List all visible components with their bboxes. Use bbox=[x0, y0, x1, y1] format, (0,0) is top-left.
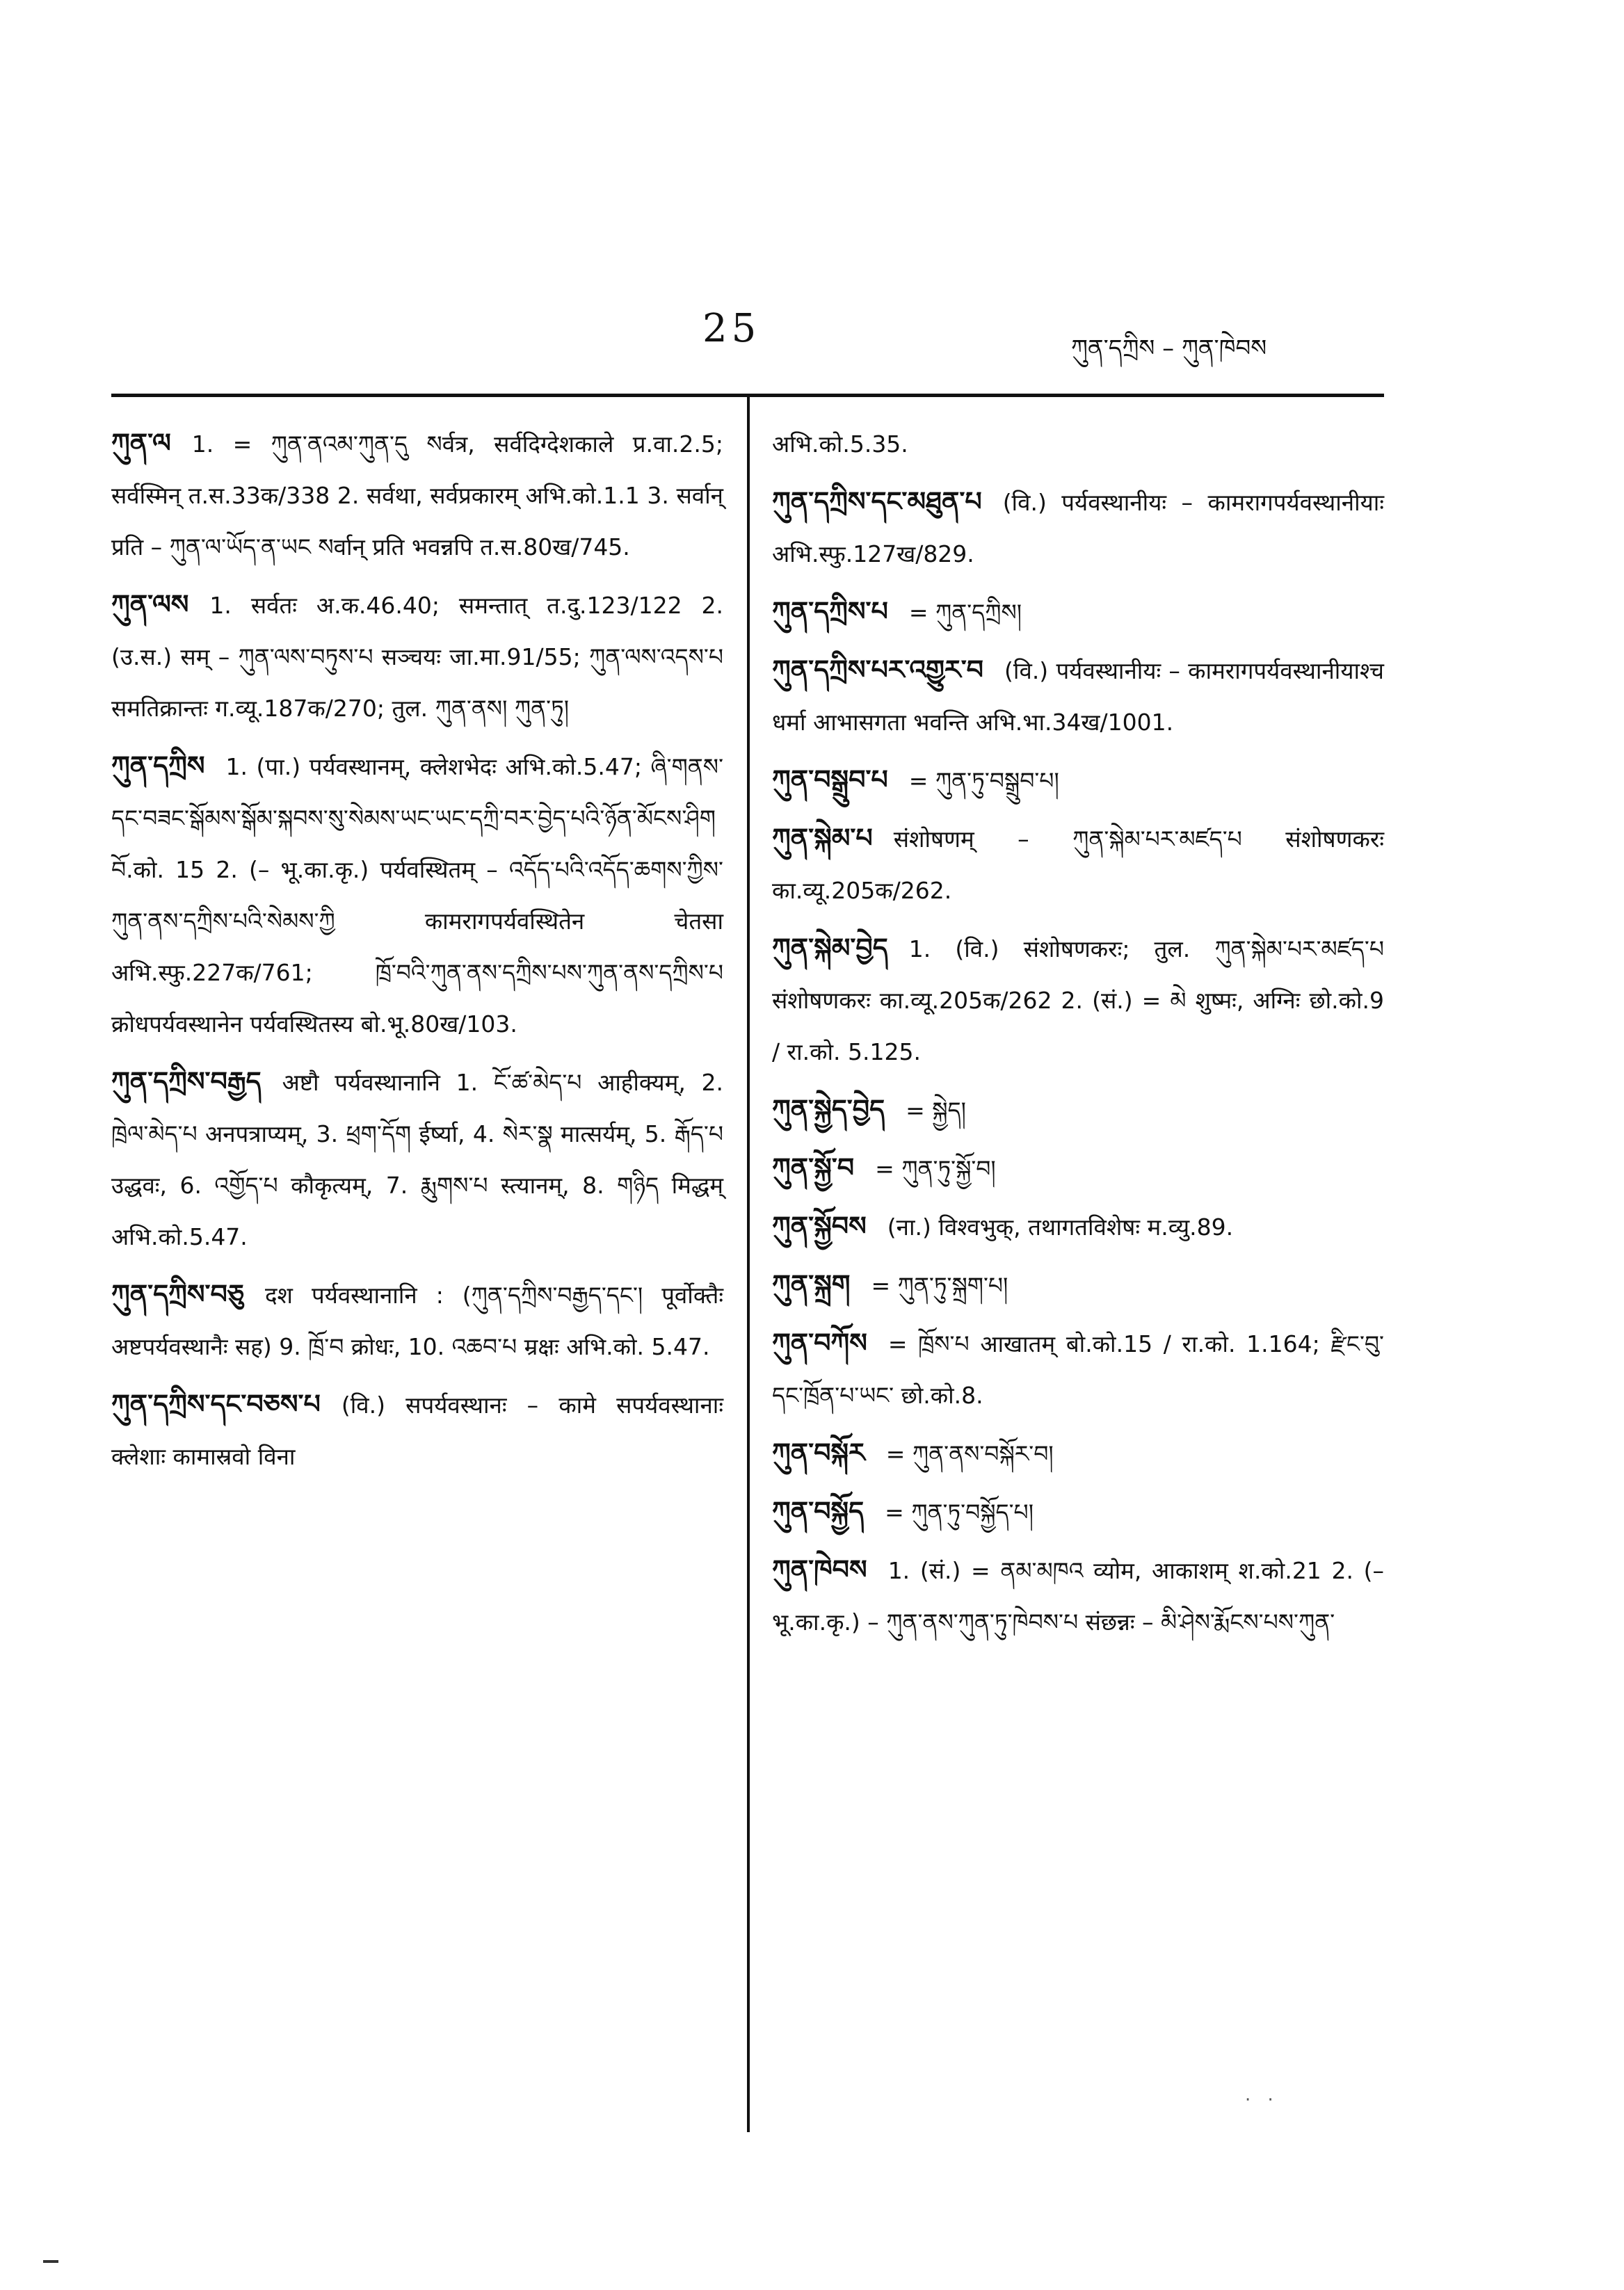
dictionary-entry bbox=[772, 476, 1384, 580]
entry-headword: ཀུན་སྐྱོབས bbox=[772, 1211, 867, 1241]
dictionary-entry bbox=[772, 922, 1384, 1078]
entry-headword: ཀུན་དཀྲིས་དང་མཐུན་པ bbox=[772, 486, 982, 517]
entry-definition: 1. = ཀུན་ནའམ་ཀུན་དུ སर्वत्र, सर्वदिग्देशकाले प्र.वा.2.5; सर्वस्मिन् त.स.33क/338 2. सर्वथा, सर्वप्रकारम् अभि.को.1.1 3. सर्वान् प्रति – ཀུན་ལ་ཡོད་ན་ཡང སर्वान् प्रति भवन्नपि त.स.80ख/745. bbox=[111, 430, 723, 561]
entry-headword: ཀུན་ལ bbox=[111, 428, 171, 458]
entry-definition: = སྐྱེད། bbox=[906, 1097, 966, 1124]
entry-definition: (ना.) विश्वभुक्, तथागतविशेषः म.व्यु.89. bbox=[887, 1213, 1234, 1241]
entry-headword: ཀུན་སྐེམ་བྱེད bbox=[772, 933, 888, 963]
entry-definition: अभि.को.5.35. bbox=[772, 430, 908, 458]
entry-definition: = ཁྲོས་པ आखातम् बो.को.15 / रा.को. 1.164; རྫིང་བུ་དང་ཁྲོན་པ་ཡང་ छो.को.8. bbox=[772, 1330, 1384, 1409]
dictionary-entry bbox=[111, 1268, 723, 1373]
dictionary-entry bbox=[111, 579, 723, 734]
dictionary-entry bbox=[111, 417, 723, 573]
entry-definition: 1. (वि.) संशोषणकरः; तुल. ཀུན་སྐེམ་པར་མཛད་པ संशोषणकरः का.व्यू.205क/262 2. (सं.) = མེ शुष्मः, अग्निः छो.को.9 / रा.को. 5.125. bbox=[772, 935, 1384, 1065]
entry-headword: ཀུན་དཀྲིས bbox=[111, 750, 205, 781]
dictionary-entry bbox=[772, 812, 1384, 917]
entry-headword: ཀུན་བསྐོར bbox=[772, 1437, 865, 1468]
entry-definition: = ཀུན་ཏུ་བསྒྲུབ་པ། bbox=[908, 767, 1059, 794]
entry-headword: ཀུན་སྐེམ་པ bbox=[772, 823, 873, 853]
dictionary-entry bbox=[772, 1200, 1384, 1253]
entry-definition: 1. (सं.) = ནམ་མཁའ व्योम, आकाशम् श.को.21 2. (– भू.का.कृ.) – ཀུན་ནས་ཀུན་ཏུ་ཁེབས་པ संछन्नः – མི་ཤེས་རྨོངས་པས་ཀུན་ bbox=[772, 1557, 1384, 1636]
dictionary-entry bbox=[111, 740, 723, 1050]
entry-headword: ཀུན་ཁེབས bbox=[772, 1554, 867, 1585]
dictionary-entry bbox=[772, 1485, 1384, 1538]
entry-headword: ཀུན་དཀྲིས་བརྒྱད bbox=[111, 1066, 262, 1097]
entry-definition: 1. सर्वतः अ.क.46.40; समन्तात् त.दु.123/122 2. (उ.स.) सम् – ཀུན་ལས་བཏུས་པ सञ्चयः जा.मा.91/55; ཀུན་ལས་འདས་པ समतिक्रान्तः ग.व्यू.187क/270; तुल. ཀུན་ནས། ཀུན་ཏུ། bbox=[111, 592, 723, 722]
dictionary-entry bbox=[111, 1378, 723, 1483]
dictionary-entry bbox=[772, 754, 1384, 807]
page-header bbox=[0, 306, 1624, 382]
entry-headword: ཀུན་བསྐྱོད bbox=[772, 1496, 865, 1526]
entry-definition: = ཀུན་ཏུ་བསྐྱོད་པ། bbox=[885, 1499, 1034, 1526]
dictionary-entry bbox=[772, 1317, 1384, 1421]
left-column bbox=[111, 417, 723, 1488]
entry-headword: ཀུན་སྐྲག bbox=[772, 1269, 851, 1300]
entry-headword: ཀུན་སྐྱོ་བ bbox=[772, 1152, 855, 1183]
stray-dots: · · bbox=[1245, 2090, 1279, 2111]
entry-headword: ཀུན་བཀོས bbox=[772, 1328, 867, 1358]
entry-definition: अष्टौ पर्यवस्थानानि 1. ངོ་ཚ་མེད་པ आहीक्यम्, 2. ཁྲེལ་མེད་པ अनपत्राप्यम्, 3. ཕྲག་དོག ईर्ष्या, 4. སེར་སྣ मात्सर्यम्, 5. རྒོད་པ उद्धवः, 6. འགྱོད་པ कौकृत्यम्, 7. རྨུགས་པ स्त्यानम्, 8. གཉིད मिद्धम् अभि.को.5.47. bbox=[111, 1069, 723, 1250]
dictionary-entry bbox=[772, 1544, 1384, 1648]
dictionary-entry bbox=[772, 644, 1384, 748]
entry-definition: संशोषणम् – ཀུན་སྐེམ་པར་མཛད་པ संशोषणकरः का.व्यू.205क/262. bbox=[772, 825, 1384, 904]
entry-definition: 1. (पा.) पर्यवस्थानम्, क्लेशभेदः अभि.को.5.47; ཞི་གནས་དང་བཟང་སྒོམས་སྒོམ་སྐབས་སུ་སེམས་ཡང་ཡང་དཀྲི་བར་བྱེད་པའི་ཉོན་མོངས་ཤིག བོ.को. 15 2. (– भू.का.कृ.) पर्यवस्थितम् – འདོད་པའི་འདོད་ཆགས་ཀྱིས་ཀུན་ནས་དཀྲིས་པའི་སེམས་ཀྱི कामरागपर्यवस्थितेन चेतसा अभि.स्फु.227क/761; ཁྲོ་བའི་ཀུན་ནས་དཀྲིས་པས་ཀུན་ནས་དཀྲིས་པ क्रोधपर्यवस्थानेन पर्यवस्थितस्य बो.भू.80ख/103. bbox=[111, 753, 723, 1038]
running-head: ཀུན་དཀྲིས – ཀུན་ཁེབས bbox=[1071, 334, 1267, 362]
entry-definition: (वि.) पर्यवस्थानीयः – कामरागपर्यवस्थानीयाश्च धर्मा आभासगता भवन्ति अभि.भा.34ख/1001. bbox=[772, 657, 1384, 736]
dictionary-entry bbox=[772, 1142, 1384, 1195]
dictionary-entry bbox=[772, 1259, 1384, 1312]
entry-definition: दश पर्यवस्थानानि : (ཀུན་དཀྲིས་བརྒྱད་དང་། पूर्वोक्तैः अष्टपर्यवस्थानैः सह) 9. ཁྲོ་བ क्रोधः, 10. འཆབ་པ म्रक्षः अभि.को. 5.47. bbox=[111, 1282, 723, 1360]
dictionary-entry bbox=[111, 1056, 723, 1263]
entry-headword: ཀུན་དཀྲིས་པར་འགྱུར་བ bbox=[772, 654, 984, 685]
dictionary-entry bbox=[772, 1427, 1384, 1480]
column-divider bbox=[747, 397, 750, 2132]
dictionary-entry bbox=[772, 586, 1384, 638]
right-column bbox=[772, 417, 1384, 1654]
entry-definition: = ཀུན་ནས་བསྐོར་བ། bbox=[885, 1440, 1054, 1467]
entry-headword: ཀུན་སྐྱེད་བྱེད bbox=[772, 1094, 885, 1124]
entry-definition: = ཀུན་ཏུ་སྐྱོ་བ། bbox=[875, 1155, 996, 1182]
entry-headword: ཀུན་བསྒྲུབ་པ bbox=[772, 764, 888, 795]
dictionary-entry bbox=[772, 1083, 1384, 1136]
entry-headword: ཀུན་དཀྲིས་པ bbox=[772, 596, 888, 627]
entry-definition: (वि.) पर्यवस्थानीयः – कामरागपर्यवस्थानीयाः अभि.स्फु.127ख/829. bbox=[772, 489, 1384, 567]
entry-definition: (वि.) सपर्यवस्थानः – कामे सपर्यवस्थानाः क्लेशाः कामास्रवो विना bbox=[111, 1392, 723, 1470]
page-number: 25 bbox=[702, 306, 761, 351]
entry-headword: ཀུན་དཀྲིས་བཅུ bbox=[111, 1279, 244, 1309]
entry-headword: ཀུན་དཀྲིས་དང་བཅས་པ bbox=[111, 1389, 321, 1419]
entry-definition: = ཀུན་ཏུ་སྐྲག་པ། bbox=[871, 1272, 1008, 1299]
scan-mark bbox=[43, 2260, 58, 2263]
entry-definition: = ཀུན་དཀྲིས། bbox=[908, 599, 1022, 626]
dictionary-entry bbox=[772, 417, 1384, 470]
entry-headword: ཀུན་ལས bbox=[111, 589, 189, 620]
